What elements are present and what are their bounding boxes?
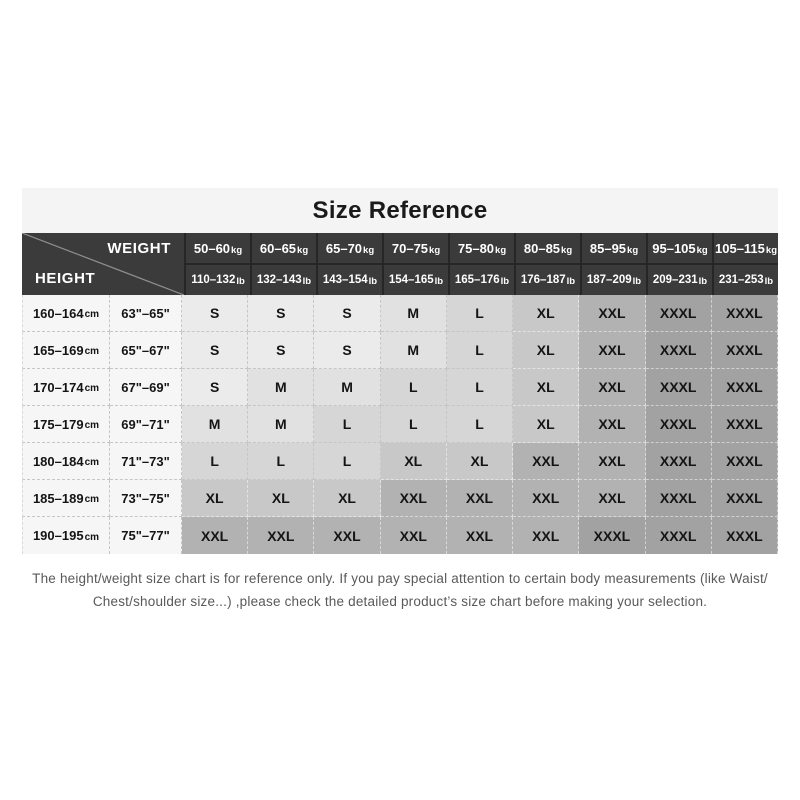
weight-header-lb-value: 154–165	[388, 274, 434, 286]
size-cell	[513, 517, 579, 554]
weight-header-lb-unit: lb	[302, 276, 312, 287]
size-cell-value: XXL	[532, 490, 560, 506]
weight-header-kg-value: 85–95	[589, 240, 627, 256]
size-cell	[447, 480, 513, 517]
size-cell-value: XXXL	[593, 527, 631, 544]
size-cell	[381, 517, 447, 554]
height-cm-cell-unit: cm	[84, 532, 100, 543]
size-cell-value: S	[209, 379, 220, 395]
weight-header-lb-unit: lb	[368, 276, 378, 287]
size-cell-value: XXXL	[659, 416, 697, 432]
height-inch-cell-value: 65"–67"	[121, 342, 170, 358]
size-cell-value: XL	[536, 379, 555, 395]
weight-header-kg	[318, 233, 382, 263]
height-inch-cell	[110, 332, 182, 369]
size-cell-value: L	[475, 305, 484, 321]
height-inch-cell	[110, 443, 182, 480]
height-inch-cell-value: 63"–65"	[121, 305, 170, 321]
weight-header-lb-unit: lb	[236, 276, 245, 287]
size-cell-value: S	[342, 305, 352, 321]
size-cell	[447, 406, 513, 443]
weight-header-lb-value: 165–176	[454, 274, 500, 286]
size-cell-value: XXXL	[659, 490, 697, 506]
size-cell	[447, 517, 513, 554]
weight-header-lb-value: 231–253	[718, 274, 764, 286]
size-cell	[248, 369, 314, 406]
size-cell	[381, 480, 447, 517]
size-cell	[646, 480, 712, 517]
size-cell	[513, 406, 579, 443]
weight-header-lb-unit: lb	[566, 276, 576, 287]
size-cell-value: XXXL	[726, 490, 763, 506]
weight-header-kg	[582, 233, 646, 263]
disclaimer-text	[0, 567, 800, 613]
weight-header-lb-value: 132–143	[256, 274, 302, 286]
weight-header-kg-unit: kg	[696, 245, 708, 256]
size-cell-value: L	[276, 453, 286, 469]
weight-header-lb-value: 110–132	[191, 274, 236, 286]
size-cell-value: XXL	[598, 305, 626, 321]
size-cell	[381, 443, 447, 480]
height-cm-cell	[22, 443, 110, 480]
height-inch-cell	[110, 406, 182, 443]
size-cell	[182, 443, 248, 480]
weight-header-lb-value: 187–209	[586, 274, 632, 286]
weight-header-lb	[384, 265, 448, 295]
size-cell-value: XL	[404, 453, 423, 469]
height-cm-cell-value: 170–174	[32, 379, 84, 395]
weight-header-kg-value: 60–65	[259, 240, 297, 256]
weight-header-lb	[648, 265, 712, 295]
size-cell	[182, 295, 248, 332]
height-cm-cell-value: 190–195	[32, 528, 84, 543]
weight-header-lb-unit: lb	[632, 276, 642, 287]
size-cell-value: L	[408, 379, 418, 395]
weight-header-lb	[252, 265, 316, 295]
weight-header-kg-unit: kg	[561, 245, 573, 256]
size-cell	[314, 369, 380, 406]
table-header	[22, 233, 778, 295]
height-axis-label: HEIGHT	[35, 270, 96, 287]
size-cell-value: XXL	[399, 490, 427, 506]
size-cell	[248, 406, 314, 443]
size-cell	[314, 332, 380, 369]
size-reference-panel	[22, 188, 778, 554]
size-cell	[712, 332, 778, 369]
size-cell-value: XXXL	[726, 305, 763, 321]
size-cell	[646, 443, 712, 480]
height-cm-cell	[22, 369, 110, 406]
height-cm-cell-unit: cm	[84, 309, 100, 320]
weight-header-lb	[582, 265, 646, 295]
height-cm-cell-value: 175–179	[32, 416, 84, 432]
size-cell-value: XXXL	[726, 379, 763, 395]
size-cell	[248, 480, 314, 517]
size-cell	[314, 517, 380, 554]
size-cell	[447, 369, 513, 406]
size-cell	[579, 406, 645, 443]
size-cell	[579, 443, 645, 480]
size-cell	[447, 295, 513, 332]
size-cell-value: M	[274, 416, 287, 432]
weight-header-lb	[186, 265, 250, 295]
size-cell-value: XXL	[465, 490, 494, 506]
size-cell-value: S	[276, 305, 286, 321]
weight-header-lb-value: 143–154	[322, 274, 368, 286]
height-cm-cell-value: 165–169	[32, 342, 84, 358]
size-cell-value: XL	[536, 416, 555, 432]
weight-header-kg	[450, 233, 514, 263]
weight-header-kg-value: 80–85	[523, 240, 561, 256]
height-inch-cell-value: 71"–73"	[121, 453, 170, 469]
weight-header-lb	[318, 265, 382, 295]
height-cm-cell-unit: cm	[84, 494, 100, 505]
size-cell	[712, 406, 778, 443]
size-cell	[646, 369, 712, 406]
size-cell-value: XXL	[399, 527, 427, 544]
size-cell-value: XXL	[465, 527, 494, 544]
size-cell-value: XXXL	[659, 527, 697, 544]
weight-header-kg-unit: kg	[297, 245, 309, 256]
size-cell-value: XXXL	[726, 342, 763, 358]
size-cell-value: XL	[205, 490, 224, 506]
weight-header-lb-value: 176–187	[520, 274, 566, 286]
weight-header-kg	[384, 233, 448, 263]
size-cell-value: M	[407, 305, 420, 321]
size-cell	[248, 517, 314, 554]
size-cell	[579, 295, 645, 332]
size-cell	[381, 406, 447, 443]
size-cell-value: M	[341, 379, 353, 395]
size-cell-value: XL	[271, 490, 290, 506]
size-cell-value: L	[210, 453, 219, 469]
size-cell-value: S	[342, 342, 352, 358]
size-cell	[248, 443, 314, 480]
size-cell-value: XXXL	[659, 379, 697, 395]
weight-header-kg	[252, 233, 316, 263]
size-cell-value: L	[475, 416, 484, 432]
size-cell-value: XXL	[598, 342, 626, 358]
size-cell	[314, 480, 380, 517]
weight-header-kg	[648, 233, 712, 263]
weight-header-kg	[516, 233, 580, 263]
size-cell	[314, 406, 380, 443]
weight-header-lb	[714, 265, 778, 295]
size-cell	[182, 369, 248, 406]
size-cell-value: XXL	[333, 527, 361, 544]
size-cell-value: XXL	[532, 527, 560, 544]
size-cell-value: XXXL	[726, 453, 763, 469]
size-cell	[712, 517, 778, 554]
size-cell	[381, 369, 447, 406]
size-cell-value: XXL	[598, 416, 626, 432]
size-cell-value: XXL	[598, 379, 626, 395]
height-cm-cell	[22, 332, 110, 369]
size-cell-value: XL	[338, 490, 356, 506]
weight-header-kg-value: 70–75	[391, 240, 429, 256]
height-cm-cell	[22, 295, 110, 332]
height-cm-cell-unit: cm	[84, 383, 100, 394]
height-cm-cell-unit: cm	[84, 457, 100, 468]
weight-header-lb-unit: lb	[434, 276, 444, 287]
size-cell-value: L	[475, 342, 484, 358]
weight-header-kg-unit: kg	[765, 245, 777, 256]
size-cell	[513, 369, 579, 406]
size-cell	[513, 295, 579, 332]
size-cell-value: XL	[470, 453, 489, 469]
size-cell	[248, 295, 314, 332]
height-inch-cell	[110, 295, 182, 332]
size-cell	[182, 406, 248, 443]
height-inch-cell-value: 73"–75"	[121, 490, 170, 506]
size-cell-value: M	[274, 379, 287, 395]
size-cell	[646, 332, 712, 369]
size-cell-value: M	[208, 416, 221, 432]
size-cell-value: XL	[536, 342, 555, 358]
height-inch-cell	[110, 369, 182, 406]
weight-header-kg-unit: kg	[363, 245, 375, 256]
size-cell-value: L	[475, 379, 484, 395]
size-cell	[579, 369, 645, 406]
size-cell-value: XXXL	[659, 453, 697, 469]
weight-header-lb-unit: lb	[764, 276, 774, 287]
height-cm-cell	[22, 517, 110, 554]
size-cell	[513, 332, 579, 369]
size-cell-value: XXXL	[726, 527, 763, 544]
disclaimer-line-1: The height/weight size chart is for reference only. If you pay special attention to certain body measurements (like Waist/	[32, 571, 768, 586]
height-cm-cell-value: 185–189	[32, 490, 84, 506]
size-cell-value: S	[209, 305, 220, 321]
size-cell	[513, 443, 579, 480]
size-cell	[447, 332, 513, 369]
height-inch-cell	[110, 480, 182, 517]
disclaimer-line-2: Chest/shoulder size...) ,please check the detailed product’s size chart before making your selection.	[92, 594, 708, 609]
size-cell	[381, 332, 447, 369]
size-cell-value: XL	[536, 305, 555, 321]
weight-header-lb-unit: lb	[698, 276, 708, 287]
size-cell	[182, 517, 248, 554]
size-cell	[579, 517, 645, 554]
size-cell	[248, 332, 314, 369]
weight-header-kg-value: 50–60	[193, 240, 231, 256]
weight-header-kg-value: 65–70	[325, 240, 363, 256]
height-inch-cell	[110, 517, 182, 554]
size-cell-value: L	[342, 416, 352, 432]
size-cell	[646, 295, 712, 332]
weight-header-kg-value: 105–115	[715, 240, 765, 256]
size-cell	[447, 443, 513, 480]
height-cm-cell-value: 160–164	[32, 305, 84, 321]
weight-header-kg-value: 75–80	[457, 240, 495, 256]
height-inch-cell-value: 67"–69"	[121, 379, 170, 395]
height-inch-cell-value: 69"–71"	[121, 416, 170, 432]
size-cell-value: XXXL	[659, 342, 697, 358]
weight-header-kg-unit: kg	[495, 245, 507, 256]
weight-header-kg	[714, 233, 778, 263]
title-band	[22, 188, 778, 233]
weight-header-lb-unit: lb	[500, 276, 510, 287]
size-cell-value: XXL	[598, 490, 626, 506]
size-cell-value: L	[408, 416, 418, 432]
weight-header-lb	[516, 265, 580, 295]
size-cell	[646, 406, 712, 443]
weight-header-lb-value: 209–231	[652, 274, 698, 286]
size-cell	[579, 480, 645, 517]
size-cell-value: XXL	[267, 527, 295, 544]
size-cell	[712, 443, 778, 480]
size-cell-value: XXL	[200, 527, 229, 544]
weight-header-kg-value: 95–105	[652, 240, 696, 256]
table-body	[22, 295, 778, 554]
height-cm-cell-value: 180–184	[32, 453, 84, 469]
weight-header-lb	[450, 265, 514, 295]
size-cell	[381, 295, 447, 332]
size-cell	[314, 295, 380, 332]
size-cell	[646, 517, 712, 554]
size-cell	[712, 295, 778, 332]
size-cell	[712, 480, 778, 517]
size-cell	[182, 480, 248, 517]
weight-header-kg-unit: kg	[231, 245, 243, 256]
size-cell	[182, 332, 248, 369]
size-cell	[513, 480, 579, 517]
corner-cell	[22, 233, 184, 295]
size-cell-value: XXL	[598, 453, 626, 469]
size-cell	[314, 443, 380, 480]
size-cell-value: S	[276, 342, 286, 358]
weight-header-kg-unit: kg	[429, 245, 441, 256]
weight-header-kg	[186, 233, 250, 263]
size-cell-value: L	[342, 453, 352, 469]
height-cm-cell	[22, 406, 110, 443]
height-cm-cell-unit: cm	[84, 346, 100, 357]
size-cell-value: XXL	[532, 453, 560, 469]
size-cell-value: XXXL	[659, 305, 697, 321]
size-cell-value: XXXL	[726, 416, 763, 432]
height-inch-cell-value: 75"–77"	[121, 528, 170, 543]
size-cell	[579, 332, 645, 369]
height-cm-cell	[22, 480, 110, 517]
page-title: Size Reference	[312, 196, 488, 224]
size-cell-value: S	[209, 342, 220, 358]
weight-header-kg-unit: kg	[627, 245, 639, 256]
size-cell-value: M	[407, 342, 420, 358]
size-cell	[712, 369, 778, 406]
height-cm-cell-unit: cm	[84, 420, 100, 431]
weight-axis-label: WEIGHT	[107, 240, 171, 257]
